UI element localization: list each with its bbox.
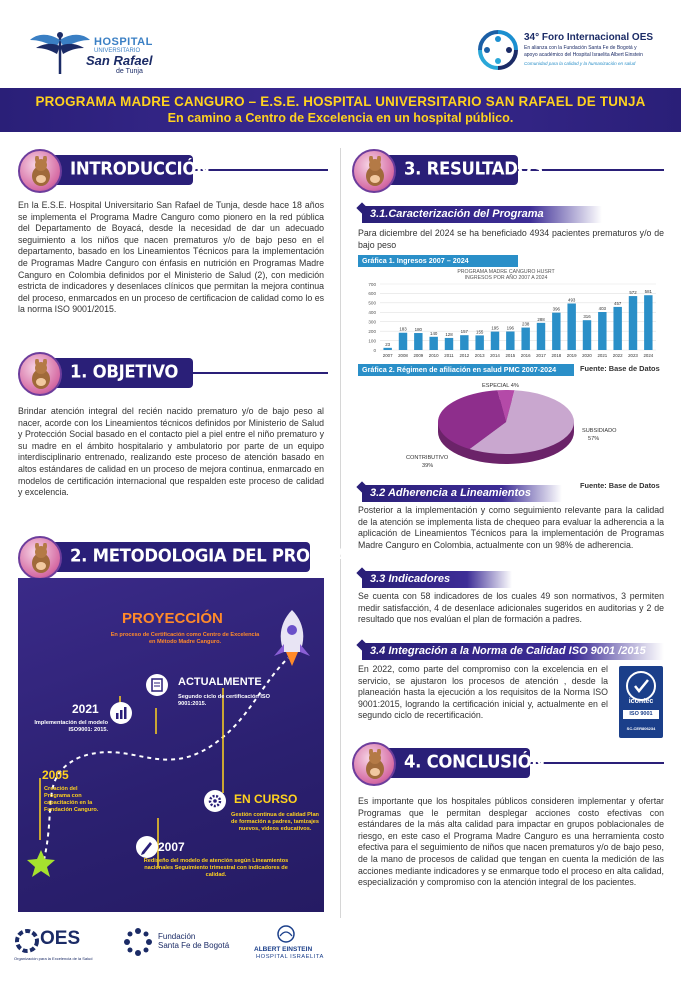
value-label-2011: 128 <box>445 331 453 337</box>
einstein-line1: ALBERT EINSTEIN <box>254 946 313 953</box>
en-curso-desc: Gestión continua de calidad Plan de formación a padres, tamizajes nuevos, videos educativos. <box>231 812 319 832</box>
bar-2009 <box>414 333 422 350</box>
oes-forum-title: 34° Foro Internacional OES <box>524 32 654 43</box>
oes-forum-line2: En alianza con la Fundación Santa Fe de Bogotá y <box>524 45 637 51</box>
heading-bar <box>382 155 543 185</box>
bar-2016 <box>521 328 529 350</box>
bar-2008 <box>399 333 407 350</box>
y-tick-label: 700 <box>368 281 376 287</box>
actualmente-desc: Segundo ciclo de certificación ISO 9001:2015. <box>178 694 271 707</box>
bar-2007 <box>383 348 391 350</box>
x-tick-label: 2016 <box>520 353 531 358</box>
pie-pct-subsidiado: 57% <box>588 436 600 442</box>
oes-circle-icon <box>14 928 40 954</box>
section-metodologia <box>18 542 377 572</box>
value-label-2014: 195 <box>491 325 499 331</box>
bar-2021 <box>598 312 606 350</box>
y-tick-label: 0 <box>373 347 376 353</box>
column-divider <box>340 148 341 918</box>
star-icon <box>26 848 56 878</box>
hospital-logo-line1: HOSPITAL <box>94 36 153 48</box>
subheading-text: 3.3 Indicadores <box>370 573 451 585</box>
hospital-logo <box>28 28 158 76</box>
pen-node-icon <box>136 836 158 858</box>
proyeccion-label: PROYECCIÓN <box>122 610 223 627</box>
s33-text: Se cuenta con 58 indicadores de los cuales 49 son normativos, 3 permiten medir satisfacción, 4 de desenlace adicionales sugeridos en auditorias y 2 de resultado que nos evalúan el plan de formación a padres. <box>358 591 664 625</box>
subheading-3-2 <box>362 485 562 502</box>
subheading-3-1 <box>362 206 602 223</box>
bar-2020 <box>583 320 591 350</box>
bar-2014 <box>491 332 499 350</box>
x-tick-label: 2022 <box>612 353 623 358</box>
s31-text: Para diciembre del 2024 se ha beneficiado 4934 pacientes prematuros y/o de bajo peso <box>358 228 664 250</box>
subheading-text: 3.4 Integración a la Norma de Calidad ISO 9001 /2015 <box>370 645 646 657</box>
year-2007-label: 2007 <box>158 840 185 854</box>
value-label-2017: 288 <box>537 316 545 322</box>
icontec-iso: ISO 9001 <box>623 710 659 719</box>
document-node-icon <box>146 674 168 696</box>
s32-text: Posterior a la implementación y como seguimiento relevante para la calidad de la atención se implementa lista de chequeo para evaluar la adherencia a la aplicación de Lineamientos Técnicos para la implementación de Programas Madre Canguro en Colombia, actualmente con un 98% de adherencia. <box>358 505 664 550</box>
value-label-2021: 403 <box>598 306 606 312</box>
bar-2015 <box>506 332 514 350</box>
value-label-2019: 493 <box>568 297 576 303</box>
objetivo-text: Brindar atención integral del recién nacido prematuro y/o de bajo peso al nacer, acorde con los Lineamientos técnicos definidos por Ministerio de Salud y Protección Social basado en el contacto piel a piel entre el niño prematuro y su madre en el ámbito hospitalario y ambulatorio por parte de un equipo interdisciplinario entrenado, realizando este proceso de atención basado en altos estándares de calidad en un proceso de mejora continua, enmarcado en modelos de certificación internacional que respalden este proceso de calidad y excelencia. <box>18 406 324 498</box>
x-tick-label: 2008 <box>398 353 408 358</box>
section-conclusion <box>352 748 664 778</box>
kangaroo-badge-icon <box>352 149 396 193</box>
oes-forum-logo <box>476 26 676 78</box>
regimen-pie-chart <box>356 378 663 478</box>
y-tick-label: 500 <box>368 300 376 306</box>
x-tick-label: 2021 <box>597 353 608 358</box>
section-introduccion <box>18 155 328 185</box>
heading-bar <box>48 542 377 572</box>
hospital-logo-line2: UNIVERSITARIO <box>94 48 141 54</box>
fuente-1: Fuente: Base de Datos <box>580 364 660 373</box>
oes-forum-line3: apoyo académico del Hospital Israelita Albert Einstein <box>524 52 643 58</box>
pin <box>356 202 367 213</box>
section-objetivo <box>18 358 328 388</box>
year-2005-desc: Creación del Programa con capacitación en la Fundación Canguro. <box>44 786 99 813</box>
s34-text: En 2022, como parte del compromiso con la excelencia en el servicio, se ajustaron los procesos de atención , desde la planeación hasta la ejecución a los requisitos de la Norma ISO 9001:2015, logrando la certificación inicial y, actualmente en el segundo ciclo de recertificación. <box>358 664 608 721</box>
value-label-2022: 457 <box>614 300 622 306</box>
kangaroo-badge-icon <box>352 742 396 786</box>
bar-2012 <box>460 335 468 350</box>
icontec-brand: icontec <box>628 698 654 705</box>
y-tick-label: 100 <box>368 338 376 344</box>
value-label-2010: 140 <box>430 330 438 336</box>
bar-2024 <box>644 295 652 350</box>
x-tick-label: 2012 <box>459 353 470 358</box>
subheading-text: 3.1.Caracterización del Programa <box>370 208 544 220</box>
poster-subtitle: En camino a Centro de Excelencia en un hospital público. <box>167 111 514 125</box>
pie-label-contributivo: CONTRIBUTIVO <box>406 455 449 461</box>
kangaroo-badge-icon <box>18 149 62 193</box>
chart1-label: Gráfica 1. Ingresos 2007 – 2024 <box>358 255 518 267</box>
y-tick-label: 400 <box>368 310 376 316</box>
pin <box>356 567 367 578</box>
heading-bar <box>48 155 210 185</box>
subheading-3-4 <box>362 643 664 660</box>
heading-bar <box>48 358 193 388</box>
chart2-label: Gráfica 2. Régimen de afiliación en salud PMC 2007-2024 <box>358 364 574 376</box>
section-resultados <box>352 155 664 185</box>
bar-2023 <box>629 296 637 350</box>
conclusion-text: Es importante que los hospitales públicos consideren implementar y ofertar Programas que le permitan desplegar acciones costo efectivas con estándares de la más alta calidad para impactar en grupos poblacionales de riesgo, en este caso el Programa Madre Canguro es una herramienta costo efectiva para el seguimiento de niños que nacen prematuros y/o de bajo peso, de la mano de procesos de calidad que tengan en cuenta la medición de las acciones mediante indicadores y se enmarque todo el proceso en alta calidad, especialización y compromiso con la atención integral de los pacientes. <box>358 796 664 888</box>
section-heading: 4. CONCLUSIÓN <box>404 751 545 772</box>
kangaroo-badge-icon <box>18 352 62 396</box>
section-heading: 3. RESULTADOS <box>404 158 543 179</box>
poster-title: PROGRAMA MADRE CANGURO – E.S.E. HOSPITAL UNIVERSITARIO SAN RAFAEL DE TUNJA <box>35 94 646 109</box>
einstein-line2: HOSPITAL ISRAELITA <box>256 954 324 960</box>
heading-bar <box>382 748 545 778</box>
gears-node-icon <box>204 790 226 812</box>
icontec-code: SC-CER806234 <box>626 726 656 731</box>
bar-2013 <box>475 335 483 350</box>
fsfb-line2: Santa Fe de Bogotá <box>158 941 230 950</box>
year-2007-desc: Rediseño del modelo de atención según Lineamientos nacionales Seguimiento trimestral con indicadores de calidad. <box>143 858 289 878</box>
rocket-icon <box>270 608 314 668</box>
x-tick-label: 2007 <box>382 353 393 358</box>
fuente-2: Fuente: Base de Datos <box>580 481 660 490</box>
chart-node-icon <box>110 702 132 724</box>
bar-2017 <box>537 323 545 350</box>
x-tick-label: 2011 <box>444 353 454 358</box>
einstein-globe-icon <box>276 924 296 944</box>
section-heading: 2. METODOLOGIA DEL PROGRAMA <box>70 545 377 566</box>
subheading-text: 3.2 Adherencia a Lineamientos <box>370 487 531 499</box>
intro-text: En la E.S.E. Hospital Universitario San Rafael de Tunja, desde hace 18 años se implementa el Programa Madre Canguro como pionero en la red pública del Departamento de Boyacá, desde la necesidad de dar un adecuado seguimiento a los niños que nacen prematuros y/o de bajo peso en el departamento, basado en los Lineamientos Técnicos para la implementación de Programas Madre Canguro con énfasis en nutrición en Programas Madre Canguro en Colombia definidos por el Ministerio de Salud (2), con medición estricta de indicadores y desenlaces clínicos que permitan la mejora continua del proceso, enmarcados en un proceso de certificacion de calidad como lo es la norma ISO 9001/2015. <box>18 200 324 315</box>
bar-2011 <box>445 338 453 350</box>
header <box>0 0 681 88</box>
bar-2018 <box>552 313 560 350</box>
x-tick-label: 2023 <box>628 353 638 358</box>
value-label-2023: 572 <box>629 290 637 296</box>
section-heading: INTRODUCCIÓN <box>70 158 210 179</box>
y-tick-label: 200 <box>368 328 376 334</box>
x-tick-label: 2014 <box>490 353 500 358</box>
value-label-2012: 157 <box>460 329 468 335</box>
fsfb-line1: Fundación <box>158 932 196 941</box>
value-label-2008: 183 <box>399 326 407 332</box>
x-tick-label: 2020 <box>582 353 592 358</box>
actualmente-label: ACTUALMENTE <box>178 676 262 688</box>
x-tick-label: 2024 <box>643 353 654 358</box>
pie-label-especial: ESPECIAL 4% <box>482 383 519 389</box>
x-tick-label: 2019 <box>566 353 577 358</box>
pie-label-subsidiado: SUBSIDIADO <box>582 428 617 434</box>
x-tick-label: 2018 <box>551 353 562 358</box>
pin <box>356 481 367 492</box>
y-tick-label: 300 <box>368 319 376 325</box>
chart1-title: PROGRAMA MADRE CANGURO HUSRT <box>457 269 555 275</box>
pin <box>356 639 367 650</box>
value-label-2018: 396 <box>552 306 560 312</box>
bar-2010 <box>429 337 437 350</box>
year-2021-desc: Implementación del modelo ISO9001: 2015. <box>34 720 108 733</box>
x-tick-label: 2009 <box>413 353 424 358</box>
fsfb-logo-icon <box>122 926 154 958</box>
value-label-2013: 155 <box>476 329 484 335</box>
subheading-3-3 <box>362 571 512 588</box>
value-label-2009: 180 <box>414 327 422 333</box>
ingresos-bar-chart <box>356 266 663 364</box>
value-label-2024: 581 <box>644 289 652 295</box>
y-tick-label: 600 <box>368 291 376 297</box>
chart1-area <box>356 266 663 372</box>
methodology-infographic <box>18 578 324 912</box>
oes-wordmark: OES <box>40 928 81 949</box>
value-label-2007: 23 <box>385 341 391 347</box>
oes-people-circle-icon <box>476 28 520 72</box>
title-banner <box>0 88 681 132</box>
proyeccion-desc: En proceso de Certificación como Centro de Excelencia en Método Madre Canguro. <box>110 632 260 645</box>
x-tick-label: 2013 <box>474 353 485 358</box>
oes-subtitle: Organización para la Excelencia de la Salud <box>14 956 93 961</box>
footer <box>0 918 681 983</box>
value-label-2016: 238 <box>522 321 530 327</box>
value-label-2015: 196 <box>506 325 514 331</box>
bar-2022 <box>613 307 621 350</box>
year-2005-label: 2005 <box>42 768 69 782</box>
oes-forum-tagline: Comunidad para la calidad y la humanización en salud <box>524 61 636 66</box>
en-curso-label: EN CURSO <box>234 792 298 806</box>
year-2021-label: 2021 <box>72 702 99 716</box>
x-tick-label: 2015 <box>505 353 516 358</box>
chart1-subtitle: INGRESOS POR AÑO 2007 A 2024 <box>464 275 548 281</box>
kangaroo-badge-icon <box>18 536 62 580</box>
pie-pct-contributivo: 39% <box>422 463 434 469</box>
bar-2019 <box>567 304 575 350</box>
value-label-2020: 316 <box>583 314 591 320</box>
x-tick-label: 2010 <box>428 353 439 358</box>
icontec-seal <box>619 666 663 738</box>
heading-rule <box>188 372 328 374</box>
section-heading: 1. OBJETIVO <box>70 361 179 382</box>
hospital-logo-line4: de Tunja <box>116 68 143 75</box>
x-tick-label: 2017 <box>536 353 546 358</box>
winged-staff-icon <box>28 28 92 76</box>
hospital-logo-line3: San Rafael <box>86 53 153 68</box>
